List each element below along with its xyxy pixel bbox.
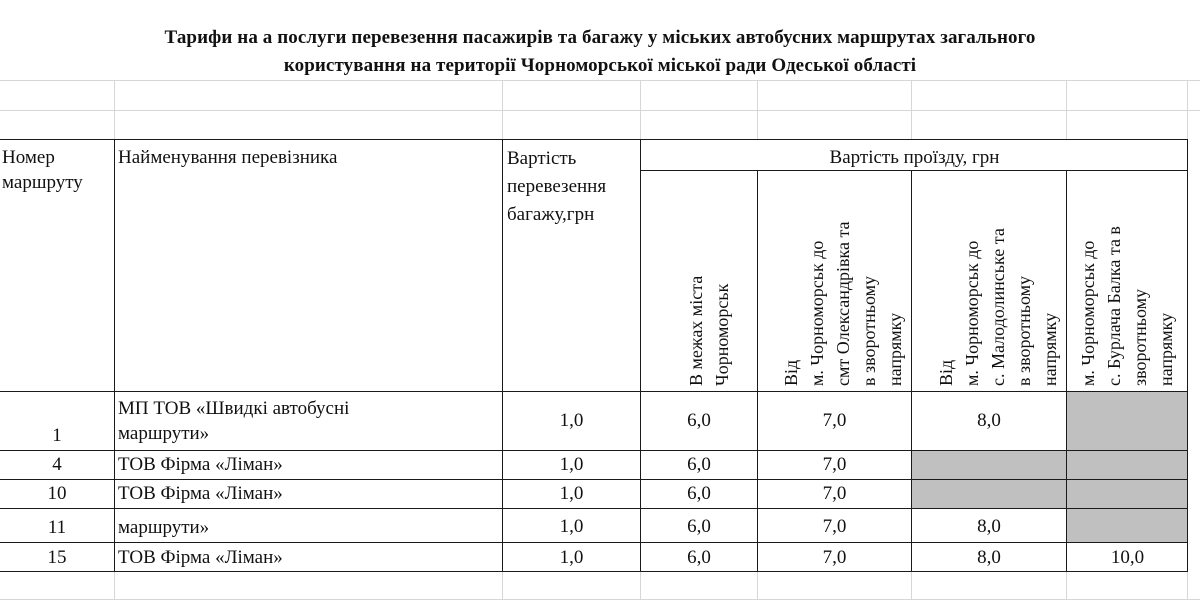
fare-malodolynske: 8,0 — [977, 547, 1001, 568]
grid-line — [640, 572, 641, 600]
route-number: 4 — [52, 454, 62, 475]
fare-oleksandrivka: 7,0 — [822, 516, 847, 537]
grid-line — [757, 572, 758, 600]
table-border — [0, 479, 1188, 480]
title-line-2: користування на території Чорноморської міської ради Одеської області — [283, 55, 917, 76]
grid-line — [0, 599, 1200, 600]
table-border — [0, 508, 1188, 509]
header-luggage-cost: Вартість перевезення багажу,грн — [507, 148, 607, 225]
grid-line — [1187, 572, 1188, 600]
fare-city: 6,0 — [687, 547, 711, 568]
grid-line — [0, 80, 1200, 81]
route-number: 1 — [52, 425, 62, 446]
luggage-cost: 1,0 — [559, 516, 584, 537]
route-number: 10 — [47, 483, 67, 504]
fare-malodolynske: 8,0 — [977, 516, 1001, 537]
header-col-malodolynske: Від м. Чорноморськ до с. Малодолинське та в зворотньому напрямку — [936, 228, 1060, 386]
fare-city: 6,0 — [687, 483, 711, 504]
carrier-name: ТОВ Фірма «Ліман» — [118, 454, 283, 475]
header-col-city: В межах міста Чорноморськ — [686, 275, 732, 386]
header-fare-group: Вартість проїзду, грн — [829, 147, 1000, 168]
fare-city: 6,0 — [687, 454, 711, 475]
table-border — [1066, 170, 1067, 572]
table-border — [0, 542, 1188, 543]
route-number: 15 — [47, 547, 67, 568]
title-line-1: Тарифи на а послуги перевезення пасажирів та багажу у міських автобусних маршрутах загального — [164, 27, 1036, 48]
grid-line — [911, 80, 912, 140]
fare-city: 6,0 — [687, 516, 711, 537]
table-border — [502, 139, 503, 572]
fare-oleksandrivka: 7,0 — [822, 410, 847, 431]
table-border — [640, 139, 641, 572]
table-border — [0, 571, 1188, 572]
route-number: 11 — [47, 517, 67, 538]
empty-cell-shaded — [1067, 392, 1188, 450]
luggage-cost: 1,0 — [559, 454, 584, 475]
carrier-name: ТОВ Фірма «Ліман» — [118, 547, 283, 568]
grid-line — [1066, 572, 1067, 600]
carrier-name: ТОВ Фірма «Ліман» — [118, 483, 283, 504]
luggage-cost: 1,0 — [559, 547, 584, 568]
table-border — [0, 391, 1188, 392]
empty-cell-shaded — [912, 451, 1066, 479]
luggage-cost: 1,0 — [559, 410, 584, 431]
grid-line — [1187, 80, 1188, 140]
grid-line — [757, 80, 758, 140]
fare-burlacha: 10,0 — [1110, 547, 1145, 568]
header-route-number: Номер маршруту — [2, 147, 83, 193]
luggage-cost: 1,0 — [559, 483, 584, 504]
empty-cell-shaded — [912, 480, 1066, 508]
header-col-burlacha: м. Чорноморськ до с. Бурлача Балка та в зворотньому напрямку — [1078, 226, 1176, 386]
grid-line — [911, 572, 912, 600]
table-border — [1187, 139, 1188, 572]
grid-line — [502, 572, 503, 600]
table-border — [641, 170, 1188, 171]
empty-cell-shaded — [1067, 509, 1188, 542]
table-border — [0, 450, 1188, 451]
empty-cell-shaded — [1067, 480, 1188, 508]
table-border — [0, 139, 1188, 140]
carrier-name: МП ТОВ «Швидкі автобусні маршрути» — [118, 398, 350, 444]
carrier-name: маршрути» — [118, 517, 210, 538]
header-col-oleksandrivka: Від м. Чорноморськ до смт Олександрівка та в зворотньому напрямку — [781, 221, 905, 386]
table-border — [114, 139, 115, 572]
grid-line — [640, 80, 641, 140]
empty-cell-shaded — [1067, 451, 1188, 479]
fare-oleksandrivka: 7,0 — [822, 547, 847, 568]
grid-line — [502, 80, 503, 140]
header-carrier-name: Найменування перевізника — [118, 147, 338, 168]
table-border — [911, 170, 912, 572]
fare-oleksandrivka: 7,0 — [822, 454, 847, 475]
fare-malodolynske: 8,0 — [977, 410, 1001, 431]
document-title — [0, 24, 1200, 80]
grid-line — [1066, 80, 1067, 140]
table-border — [757, 170, 758, 572]
grid-line — [114, 572, 115, 600]
grid-line — [0, 110, 1200, 111]
fare-oleksandrivka: 7,0 — [822, 483, 847, 504]
fare-city: 6,0 — [687, 410, 711, 431]
grid-line — [114, 80, 115, 140]
